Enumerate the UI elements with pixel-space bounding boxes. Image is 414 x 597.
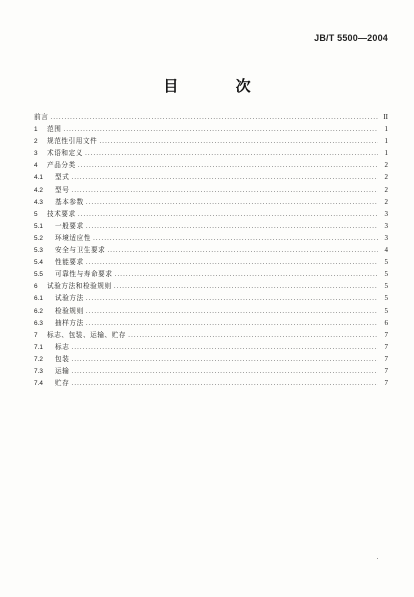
toc-entry-title: 环境适应性: [55, 233, 91, 242]
toc-entry-title: 技术要求: [47, 209, 76, 218]
toc-entry-title: 标志: [55, 342, 70, 351]
toc-leader-dots: [86, 257, 378, 269]
toc-entry-title: 标志、包装、运输、贮存: [47, 330, 127, 339]
toc-entry: [34, 196, 388, 208]
toc-leader-dots: [86, 197, 378, 209]
toc-leader-dots: [115, 269, 378, 281]
toc-entry-number: 5.5: [34, 271, 43, 279]
toc-entry-title: 前言: [34, 113, 49, 121]
toc-entry-page: 2: [384, 185, 388, 194]
toc-entry-page: 5: [384, 282, 388, 291]
toc-entry-title: 运输: [55, 366, 70, 375]
toc-entry-page: 7: [384, 342, 388, 351]
page-title: 目 次: [163, 77, 277, 95]
toc-entry-page: 3: [384, 209, 388, 218]
toc-entry: [34, 147, 388, 159]
table-of-contents: [34, 111, 388, 389]
toc-entry-number: 5.1: [34, 222, 43, 230]
toc-leader-dots: [78, 160, 378, 172]
toc-entry-number: 6: [34, 283, 38, 291]
toc-entry-page: 3: [384, 233, 388, 242]
toc-leader-dots: [63, 124, 378, 136]
toc-entry: [34, 171, 388, 183]
toc-leader-dots: [71, 354, 378, 366]
toc-entry-page: 7: [384, 354, 388, 363]
toc-entry: [34, 220, 388, 232]
toc-leader-dots: [71, 342, 378, 354]
toc-entry-number: 6.2: [34, 307, 43, 315]
toc-leader-dots: [71, 172, 378, 184]
toc-entry: [34, 365, 388, 377]
toc-entry-number: 6.1: [34, 295, 43, 303]
toc-entry: [34, 111, 388, 123]
toc-entry-title: 范围: [47, 125, 62, 134]
toc-entry: [34, 123, 388, 135]
toc-entry-page: 4: [384, 246, 388, 255]
toc-entry-title: 型号: [55, 185, 70, 194]
toc-entry-number: 4.3: [34, 198, 43, 206]
toc-entry-title: 术语和定义: [47, 149, 83, 158]
toc-entry: [34, 305, 388, 317]
toc-entry-page: 5: [384, 294, 388, 303]
toc-entry-title: 可靠性与寿命要求: [55, 270, 113, 279]
toc-entry: [34, 353, 388, 365]
toc-entry-page: 6: [384, 318, 388, 327]
toc-entry: [34, 341, 388, 353]
toc-entry: [34, 159, 388, 171]
toc-entry: [34, 268, 388, 280]
standard-code: JB/T 5500—2004: [314, 33, 388, 43]
toc-entry: [34, 135, 388, 147]
toc-entry-number: 4.2: [34, 186, 43, 194]
scan-speck: [377, 558, 378, 559]
toc-leader-dots: [85, 148, 378, 160]
toc-leader-dots: [71, 378, 378, 390]
toc-entry-page: 7: [384, 366, 388, 375]
toc-entry: [34, 208, 388, 220]
toc-entry: [34, 280, 388, 292]
toc-entry-title: 贮存: [55, 379, 70, 388]
toc-entry-title: 包装: [55, 354, 70, 363]
toc-entry-number: 7.2: [34, 355, 43, 363]
toc-entry-page: 1: [384, 137, 388, 146]
toc-leader-dots: [86, 306, 378, 318]
toc-entry-number: 7.4: [34, 380, 43, 388]
toc-entry-page: 7: [384, 379, 388, 388]
toc-leader-dots: [71, 185, 378, 197]
toc-entry-number: 5: [34, 210, 38, 218]
toc-leader-dots: [50, 112, 378, 124]
toc-entry-page: 1: [384, 149, 388, 158]
toc-leader-dots: [114, 281, 378, 293]
toc-leader-dots: [107, 245, 378, 257]
toc-entry-number: 6.3: [34, 319, 43, 327]
toc-entry-number: 5.3: [34, 247, 43, 255]
toc-entry-page: 2: [384, 197, 388, 206]
toc-entry-number: 4.1: [34, 174, 43, 182]
toc-entry-title: 型式: [55, 173, 70, 182]
toc-entry-page: 5: [384, 306, 388, 315]
toc-entry: [34, 184, 388, 196]
toc-entry: [34, 329, 388, 341]
toc-entry-page: II: [383, 113, 388, 121]
toc-leader-dots: [86, 318, 378, 330]
toc-entry: [34, 317, 388, 329]
toc-entry-page: 2: [384, 173, 388, 182]
toc-entry-title: 产品分类: [47, 161, 76, 170]
toc-entry-number: 5.2: [34, 234, 43, 242]
toc-entry-number: 4: [34, 162, 38, 170]
toc-entry-page: 5: [384, 258, 388, 267]
toc-leader-dots: [71, 366, 378, 378]
toc-leader-dots: [128, 330, 378, 342]
toc-entry-number: 7.1: [34, 343, 43, 351]
toc-entry: [34, 377, 388, 389]
toc-entry-page: 1: [384, 125, 388, 134]
toc-entry-number: 7.3: [34, 367, 43, 375]
toc-entry-number: 7: [34, 331, 38, 339]
toc-entry-title: 抽样方法: [55, 318, 84, 327]
toc-entry-number: 3: [34, 150, 38, 158]
toc-entry-title: 试验方法和检验规则: [47, 282, 112, 291]
toc-entry-number: 2: [34, 138, 38, 146]
toc-leader-dots: [99, 136, 378, 148]
toc-entry-page: 7: [384, 330, 388, 339]
toc-entry-number: 5.4: [34, 259, 43, 267]
toc-leader-dots: [86, 221, 378, 233]
toc-entry-title: 一般要求: [55, 221, 84, 230]
toc-entry-page: 5: [384, 270, 388, 279]
toc-entry-title: 安全与卫生要求: [55, 246, 106, 255]
toc-entry-page: 2: [384, 161, 388, 170]
toc-leader-dots: [93, 233, 378, 245]
toc-entry-title: 基本参数: [55, 197, 84, 206]
toc-entry-title: 试验方法: [55, 294, 84, 303]
toc-leader-dots: [86, 293, 378, 305]
toc-entry: [34, 232, 388, 244]
toc-entry-page: 3: [384, 221, 388, 230]
toc-entry-title: 检验规则: [55, 306, 84, 315]
toc-entry: [34, 244, 388, 256]
toc-entry-title: 性能要求: [55, 258, 84, 267]
toc-entry: [34, 256, 388, 268]
toc-entry-number: 1: [34, 126, 38, 134]
toc-leader-dots: [78, 209, 378, 221]
toc-entry-title: 规范性引用文件: [47, 137, 98, 146]
toc-entry: [34, 292, 388, 304]
